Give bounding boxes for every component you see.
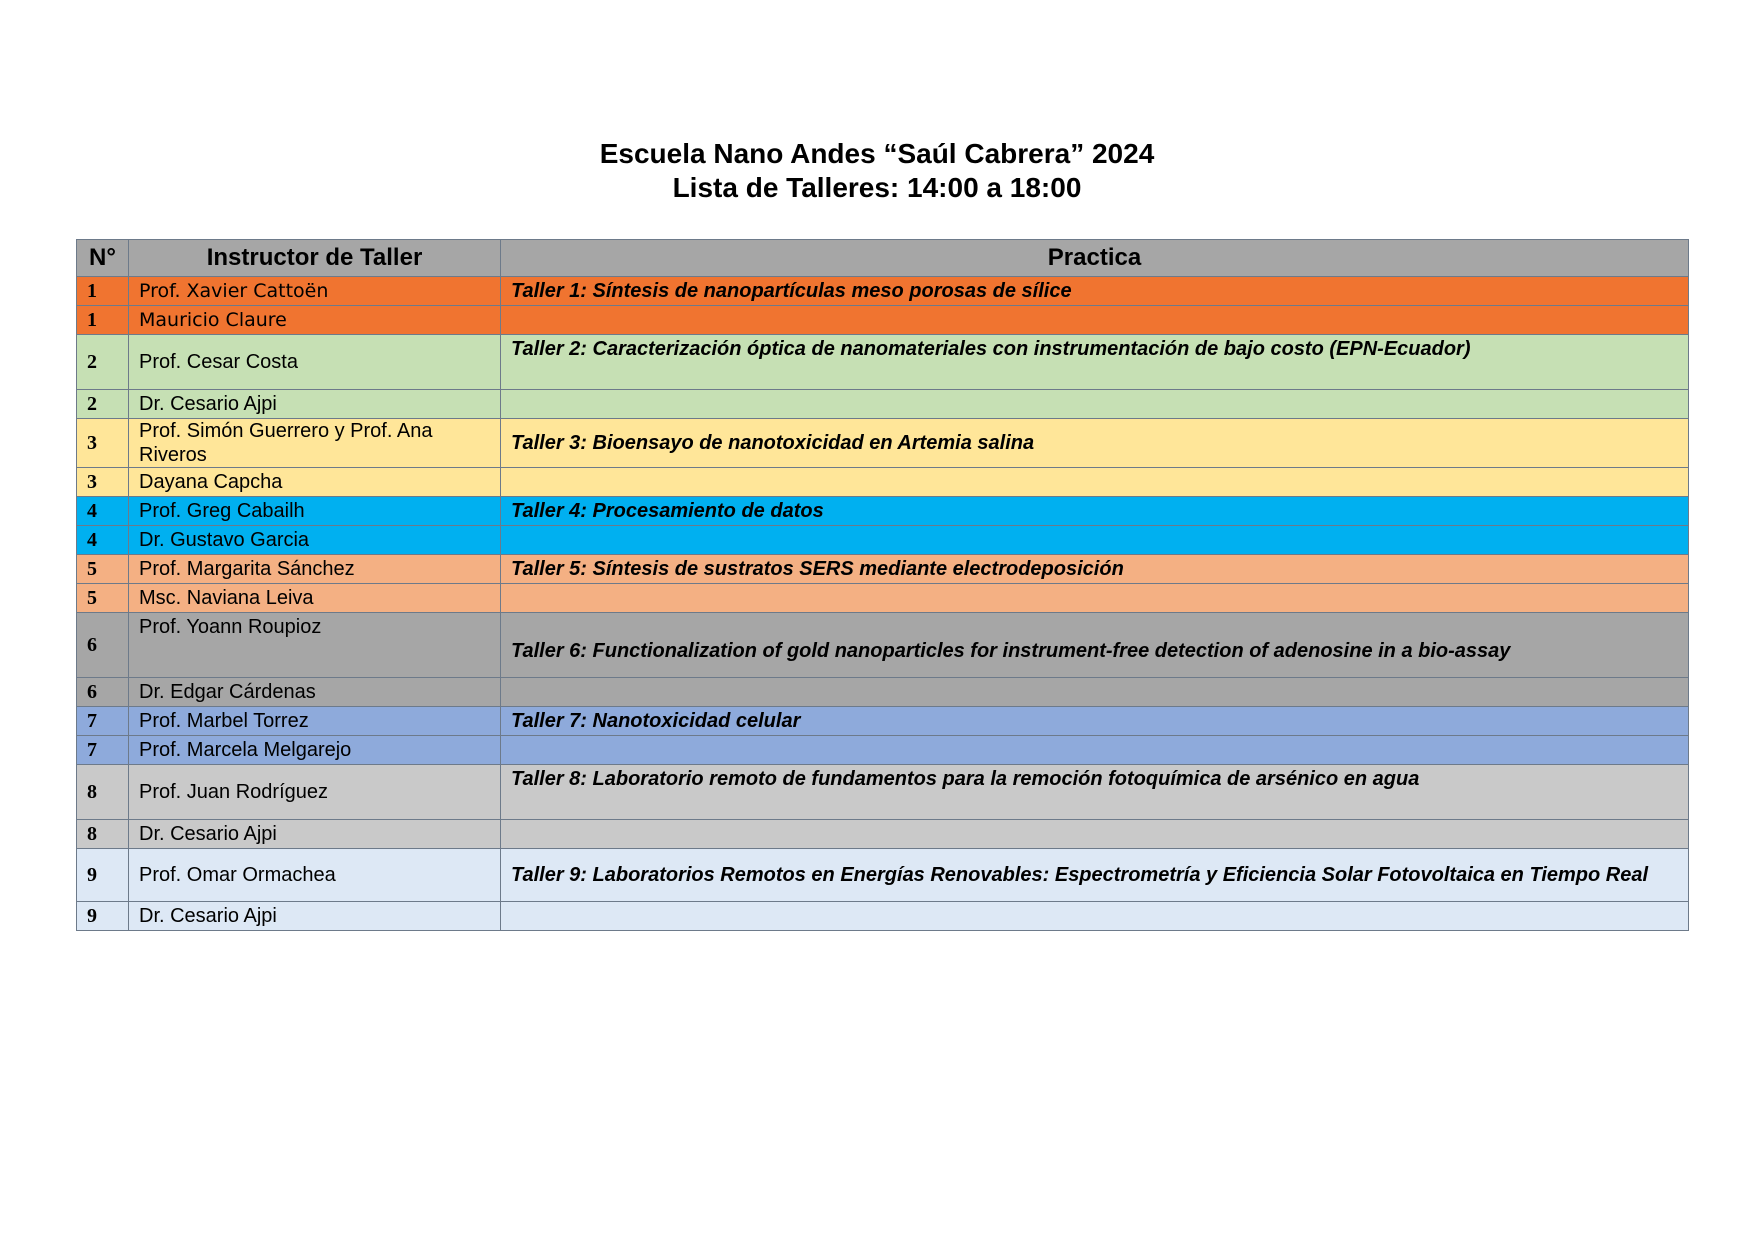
table-row [77,820,1689,849]
row-instructor: Dayana Capcha [129,468,501,497]
row-instructor: Dr. Cesario Ajpi [129,902,501,931]
row-practica: Taller 1: Síntesis de nanopartículas meso porosas de sílice [501,277,1689,306]
table-row [77,390,1689,419]
table-row [77,613,1689,678]
row-num: 6 [77,678,129,707]
header-num: N° [77,240,129,277]
row-practica: Taller 9: Laboratorios Remotos en Energías Renovables: Espectrometría y Eficiencia Solar Fotovoltaica en Tiempo Real [501,849,1689,902]
row-num: 1 [77,277,129,306]
row-practica [501,902,1689,931]
table-row [77,335,1689,390]
row-num: 9 [77,902,129,931]
row-practica [501,306,1689,335]
row-instructor: Prof. Greg Cabailh [129,497,501,526]
row-instructor: Prof. Xavier Cattoën [129,277,501,306]
row-practica: Taller 6: Functionalization of gold nanoparticles for instrument-free detection of adenosine in a bio-assay [501,613,1689,678]
row-practica: Taller 2: Caracterización óptica de nanomateriales con instrumentación de bajo costo (EPN-Ecuador) [501,335,1689,390]
row-num: 8 [77,820,129,849]
row-practica: Taller 5: Síntesis de sustratos SERS mediante electrodeposición [501,555,1689,584]
row-practica [501,390,1689,419]
workshops-table [76,239,1689,931]
row-instructor: Prof. Marbel Torrez [129,707,501,736]
row-num: 3 [77,419,129,468]
header-practica: Practica [501,240,1689,277]
row-num: 7 [77,707,129,736]
row-num: 8 [77,765,129,820]
row-practica: Taller 7: Nanotoxicidad celular [501,707,1689,736]
table-row [77,849,1689,902]
title-line-1: Escuela Nano Andes “Saúl Cabrera” 2024 [599,138,1155,169]
table-row [77,526,1689,555]
table-row [77,707,1689,736]
row-practica: Taller 8: Laboratorio remoto de fundamentos para la remoción fotoquímica de arsénico en agua [501,765,1689,820]
row-practica: Taller 4: Procesamiento de datos [501,497,1689,526]
row-num: 4 [77,526,129,555]
row-instructor: Dr. Cesario Ajpi [129,820,501,849]
header-instructor: Instructor de Taller [129,240,501,277]
row-num: 1 [77,306,129,335]
table-row [77,902,1689,931]
row-practica [501,820,1689,849]
row-instructor: Prof. Margarita Sánchez [129,555,501,584]
row-num: 7 [77,736,129,765]
row-instructor: Prof. Simón Guerrero y Prof. Ana Riveros [129,419,501,468]
row-practica [501,468,1689,497]
row-instructor: Prof. Juan Rodríguez [129,765,501,820]
row-practica [501,526,1689,555]
row-instructor: Prof. Yoann Roupioz [129,613,501,678]
row-instructor: Prof. Marcela Melgarejo [129,736,501,765]
table-row [77,765,1689,820]
row-instructor: Prof. Cesar Costa [129,335,501,390]
row-practica [501,584,1689,613]
table-row [77,277,1689,306]
row-instructor: Dr. Gustavo Garcia [129,526,501,555]
table-row [77,419,1689,468]
row-practica [501,678,1689,707]
title-line-2: Lista de Talleres: 14:00 a 18:00 [672,172,1082,203]
table-row [77,497,1689,526]
row-num: 4 [77,497,129,526]
document-title [0,137,1754,205]
row-instructor: Dr. Edgar Cárdenas [129,678,501,707]
row-instructor: Dr. Cesario Ajpi [129,390,501,419]
row-num: 5 [77,555,129,584]
row-instructor: Prof. Omar Ormachea [129,849,501,902]
table-row [77,306,1689,335]
row-num: 2 [77,390,129,419]
row-instructor: Mauricio Claure [129,306,501,335]
row-num: 6 [77,613,129,678]
table-row [77,678,1689,707]
row-num: 3 [77,468,129,497]
table-row [77,468,1689,497]
row-instructor: Msc. Naviana Leiva [129,584,501,613]
row-practica: Taller 3: Bioensayo de nanotoxicidad en Artemia salina [501,419,1689,468]
table-row [77,584,1689,613]
table-header-row [77,240,1689,277]
row-num: 2 [77,335,129,390]
row-num: 5 [77,584,129,613]
table-row [77,555,1689,584]
row-practica [501,736,1689,765]
table-row [77,736,1689,765]
row-num: 9 [77,849,129,902]
